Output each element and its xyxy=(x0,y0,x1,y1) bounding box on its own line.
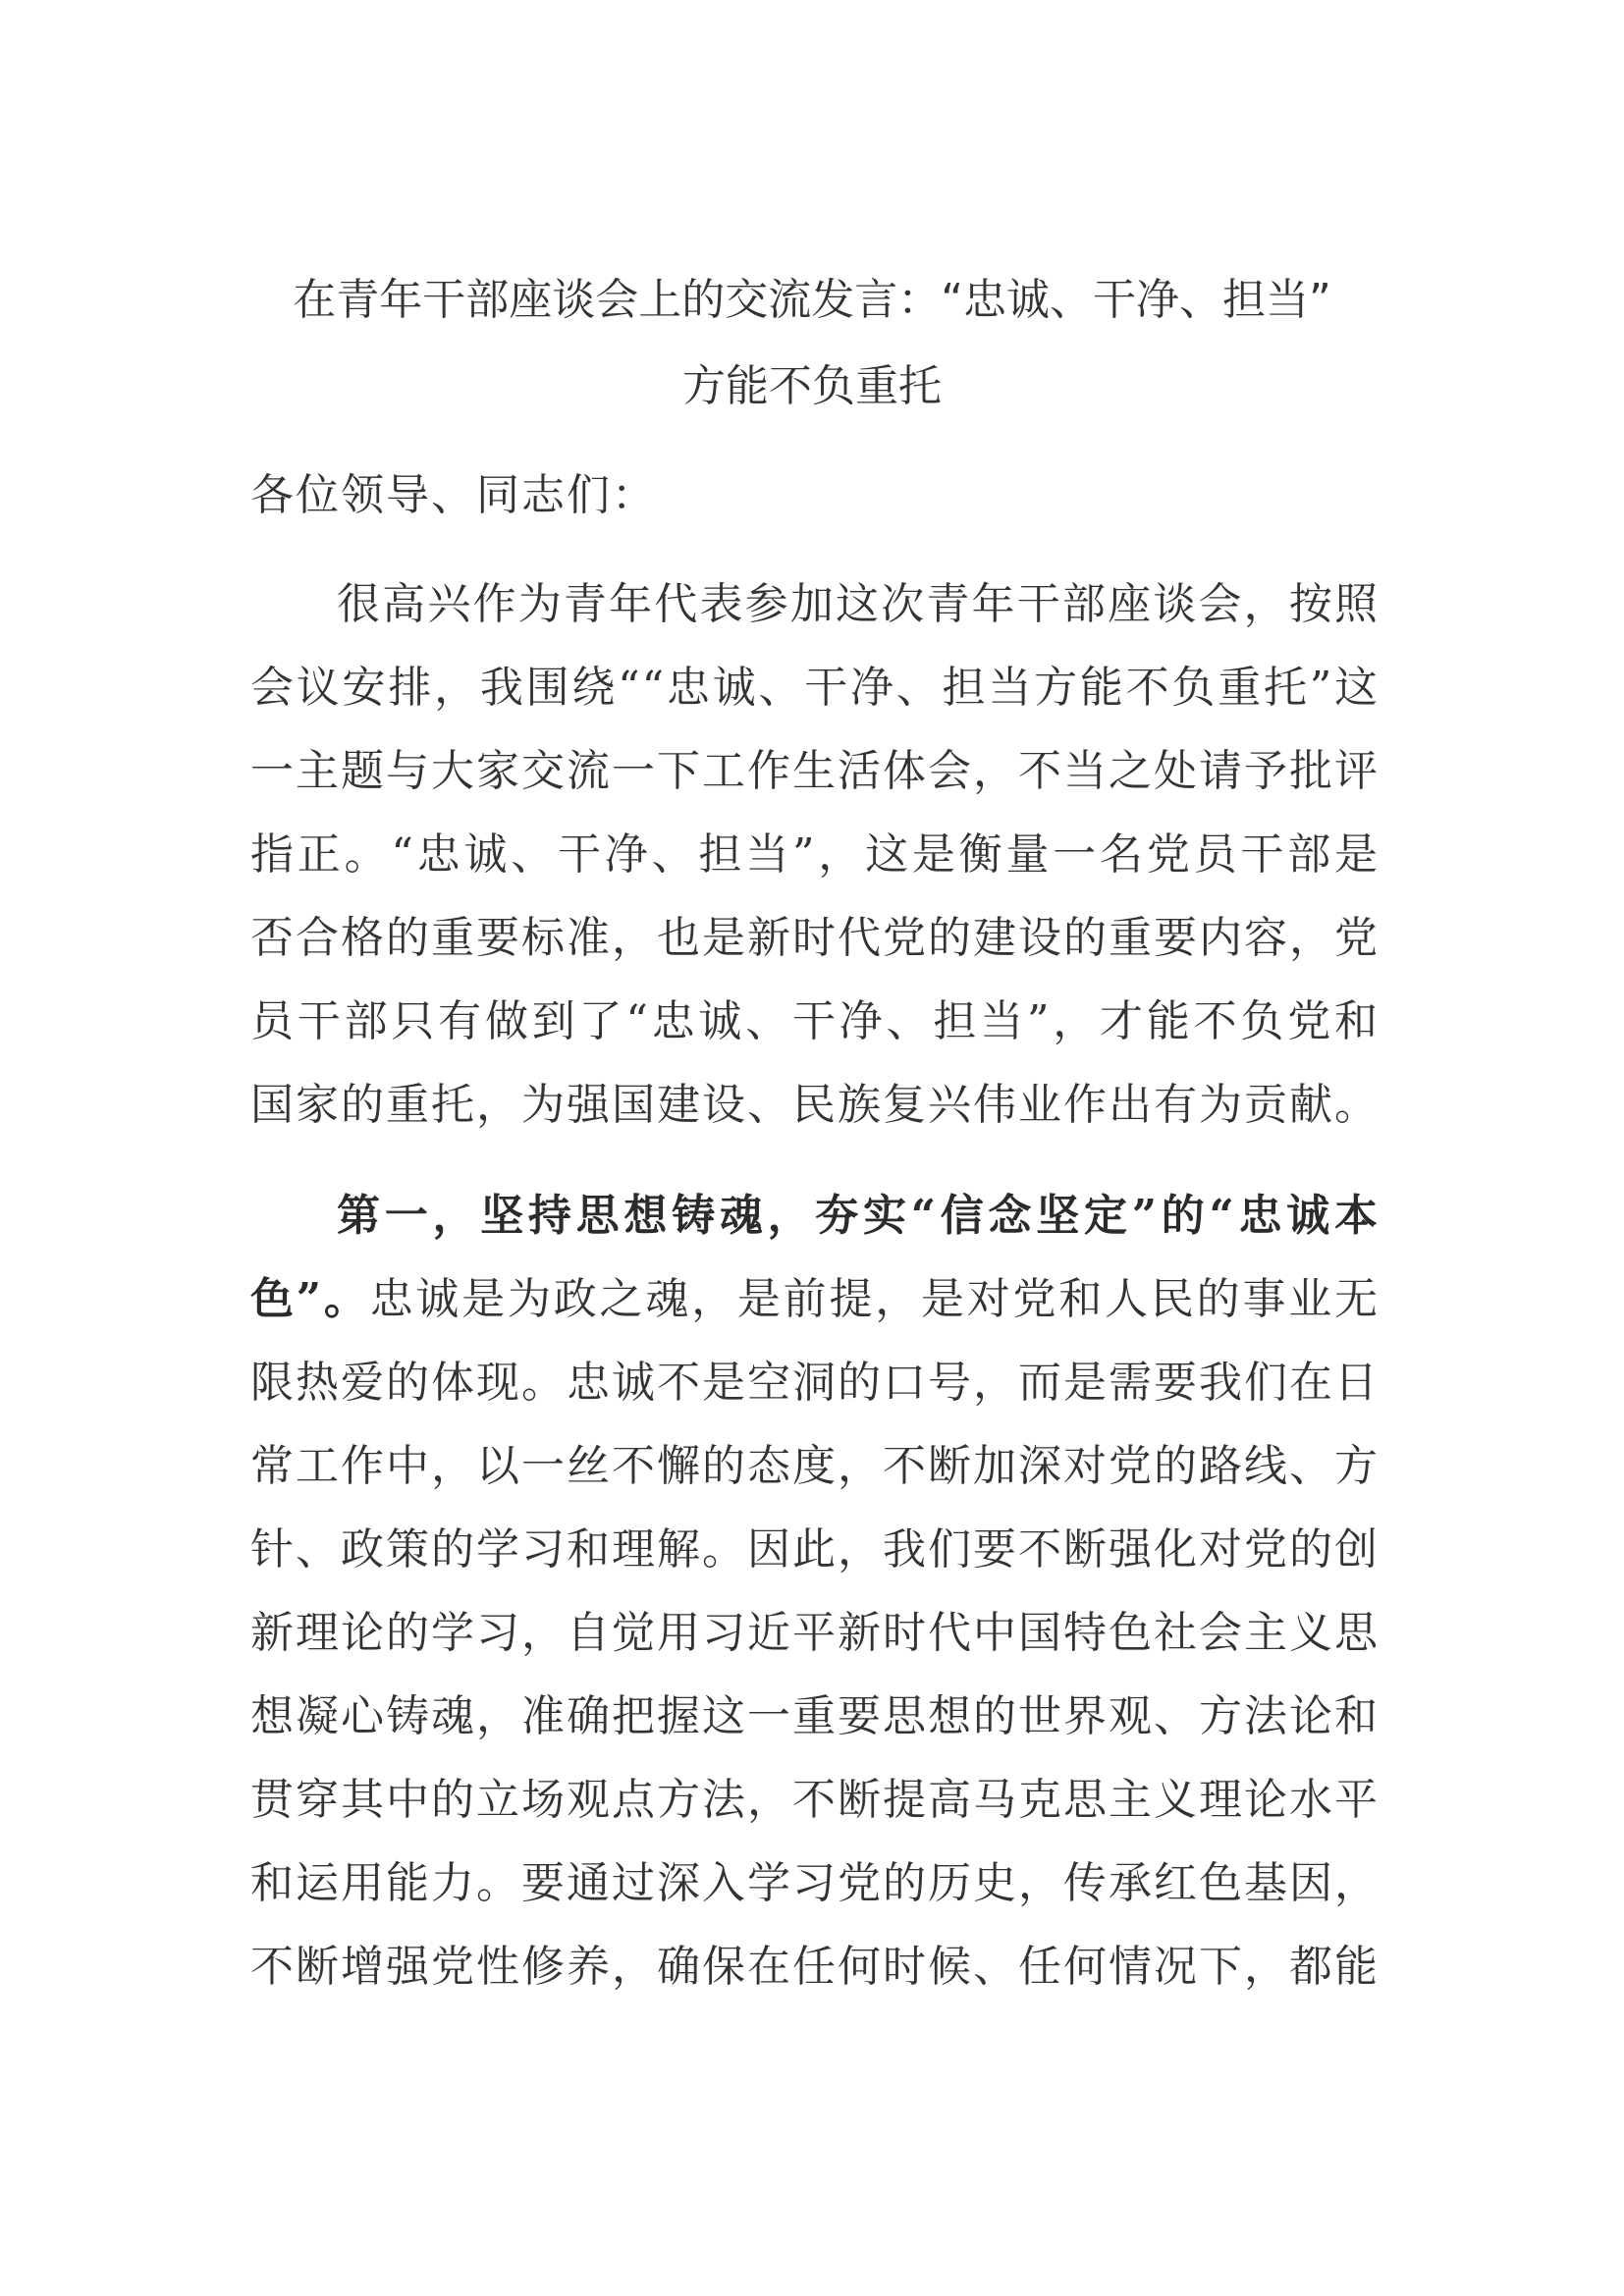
document-title xyxy=(206,257,1418,430)
title-line-1: 在青年干部座谈会上的交流发言：“忠诚、干净、担当” xyxy=(293,275,1331,325)
title-line-2: 方能不负重托 xyxy=(682,361,942,411)
paragraph-first-point xyxy=(250,1174,1380,2008)
salutation: 各位领导、同志们： xyxy=(250,470,657,520)
paragraph-heading: 第一，坚持思想铸魂，夯实“信念坚定”的“忠诚本色”。 xyxy=(250,1191,1380,1324)
paragraph-body: 忠诚是为政之魂，是前提，是对党和人民的事业无限热爱的体现。忠诚不是空洞的口号，而是需要我们在日常工作中，以一丝不懈的态度，不断加深对党的路线、方针、政策的学习和理解。因此，我们要不断强化对党的创新理论的学习，自觉用习近平新时代中国特色社会主义思想凝心铸魂，准确把握这一重要思想的世界观、方法论和贯穿其中的立场观点方法，不断提高马克思主义理论水平和运用能力。要通过深入学习党的历史，传承红色基因，不断增强党性修养，确保在任何时候、任何情况下，都能 xyxy=(250,1274,1380,1992)
paragraph-intro: 很高兴作为青年代表参加这次青年干部座谈会，按照会议安排，我围绕““忠诚、干净、担当方能不负重托”这一主题与大家交流一下工作生活体会，不当之处请予批评指正。“忠诚、干净、担当”，这是衡量一名党员干部是否合格的重要标准，也是新时代党的建设的重要内容，党员干部只有做到了“忠诚、干净、担当”，才能不负党和国家的重托，为强国建设、民族复兴伟业作出有为贡献。 xyxy=(250,579,1380,1130)
